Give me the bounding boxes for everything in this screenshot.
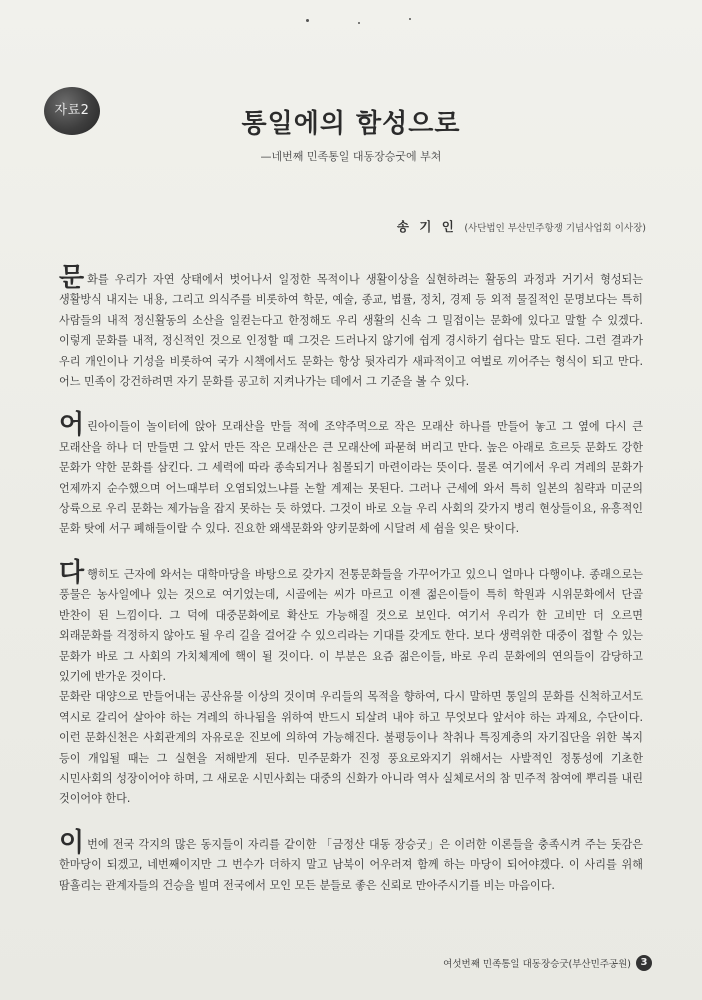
- paragraph-3-continuation: 문화란 대양으로 만들어내는 공산유물 이상의 것이며 우리들의 목적을 향하여, 다시 말하면 통일의 문화를 신척하고서도 역시로 갈리어 살아야 하는 겨레의 하나됨을 위하여 반드시 되살려 내야 하고 무엇보다 앞서야 하는 과제요, 수단이다. 이런 문화신천은 사회관계의 자유로운 진보에 의하여 가능해진다. 불평등이나 착취나 특징계층의 자기집단을 위한 복지 등이 개입될 때는 그 실현을 저해받게 된다. 민주문화가 진정 풍요로와지기 위해서는 사발적인 정통성에 기초한 시민사회의 성장이어야 하며, 그 새로운 시민사회는 대중의 신화가 아니라 역사 실체로서의 참 민주적 참여에 뿌리를 내린 것이어야 한다.: [59, 690, 643, 806]
- paragraph-text: 린아이들이 놀이터에 앉아 모래산을 만들 적에 조약주먹으로 작은 모래산 하나를 만들어 놓고 그 옆에 다시 큰 모래산을 하나 더 만들면 그 앞서 만든 작은 모래산은 큰 모래산에 파묻혀 버리고 만다. 높은 아래로 흐르듯 문화도 강한 문화가 약한 문화를 삼킨다. 그 세력에 따라 종속되거나 침몰되기 마련이라는 뜻이다. 물론 여기에서 우리 겨레의 문화가 언제까지 순수했으며 어느때부터 오염되었느냐를 논할 계제는 못된다. 그러나 근세에 와서 특히 일본의 침략과 미군의 상륙으로 우리 문화는 제가늠을 잡지 못하는 듯 하였다. 그것이 바로 오늘 우리 사회의 갖가지 병리 현상들이요, 유흥적인 문화 탓에 서구 폐해들이랄 수 있다. 진요한 왜색문화와 양키문화에 시달려 세 쉼을 잊은 탓이다.: [59, 420, 643, 536]
- paragraph-text: 행히도 근자에 와서는 대학마당을 바탕으로 갖가지 전통문화들을 가꾸어가고 있으니 얼마나 다행이냐. 종래으로는 풍물은 농사일에나 있는 것으로 여기었는데, 시골에는 씨가 마르고 이젠 젊은이들이 특히 학원과 시위문화에서 단골 반찬이 된 느낌이다. 그 덕에 대중문화에로 확산도 가능해질 것으로 보인다. 여기서 우리가 한 고비만 더 오르면 외래문화를 걱정하지 않아도 될 우리 길을 걸어갈 수 있으리라는 기대를 갖게도 한다. 보다 생력위한 대중이 접할 수 있는 문화가 바로 그 사회의 가치체계에 핵이 될 것이다. 이 부분은 요즘 젊은이들, 바로 우리 문화에의 연의들이 감당하고 있기에 반가운 것이다.: [59, 567, 643, 683]
- scan-speck: [306, 19, 309, 22]
- scan-speck: [409, 18, 411, 20]
- dropcap: 어: [59, 410, 85, 441]
- dropcap: 문: [59, 263, 85, 293]
- section-badge: 자료2: [44, 87, 100, 135]
- paragraph-3: [59, 557, 643, 687]
- author-line: [397, 217, 646, 235]
- paragraph-2: [59, 412, 643, 539]
- article-body: [59, 265, 643, 896]
- dropcap: 다: [59, 557, 85, 588]
- paragraph-text: 화를 우리가 자연 상태에서 벗어나서 일정한 목적이나 생활이상을 실현하려는 활동의 과정과 거기서 형성되는 생활방식 내지는 내용, 그리고 의식주를 비롯하여 학문, 예술, 종교, 법률, 정치, 경제 등 외적 물질적인 문명보다는 특히 사람들의 내적 정신활동의 소산을 일컫는다고 한정해도 우리 생활의 신속 그 밀접이는 문화에 있다고 말할 수 있겠다. 이렇게 문화를 내적, 정신적인 것으로 인정할 때 그것은 드러나지 않기에 쉽게 경시하기 쉽다는 말도 된다. 그런 결과가 우리 개인이나 기성을 비롯하여 국가 시책에서도 문화는 항상 뒷자리가 새파적이고 여벌로 끼어주는 형식이 되고 만다. 어느 민족이 강건하려면 자기 문화를 공고히 지켜나가는 데에서 그 기준을 볼 수 있다.: [59, 273, 643, 389]
- paragraph-1: [59, 265, 643, 392]
- scan-speck: [358, 22, 360, 24]
- page-footer: [443, 955, 652, 971]
- page-number: 3: [636, 955, 652, 971]
- dropcap: 이: [59, 827, 85, 858]
- page-title: 통일에의 함성으로: [241, 109, 461, 139]
- author-name: 송 기 인: [396, 219, 457, 234]
- author-affiliation: (사단법인 부산민주항쟁 기념사업회 이사장): [464, 223, 646, 234]
- paragraph-text: 번에 전국 각지의 많은 동지들이 자리를 같이한 「금정산 대동 장승굿」은 이러한 이론들을 충족시켜 주는 돗감은 한마당이 되겠고, 네번째이지만 그 번수가 더하지 말고 남북이 어우러져 함께 하는 마당이 되어야겠다. 이 사리를 위해 땀흘리는 관계자들의 건승을 빌며 전국에서 모인 모든 분들로 좋은 신뢰로 만아주시기를 비는 마음이다.: [59, 837, 643, 892]
- footer-text: 여섯번째 민족통일 대동장승굿(부산민주공원): [443, 959, 631, 970]
- page-subtitle: —네번째 민족통일 대동장승굿에 부쳐: [260, 150, 442, 163]
- paragraph-4: [59, 827, 643, 896]
